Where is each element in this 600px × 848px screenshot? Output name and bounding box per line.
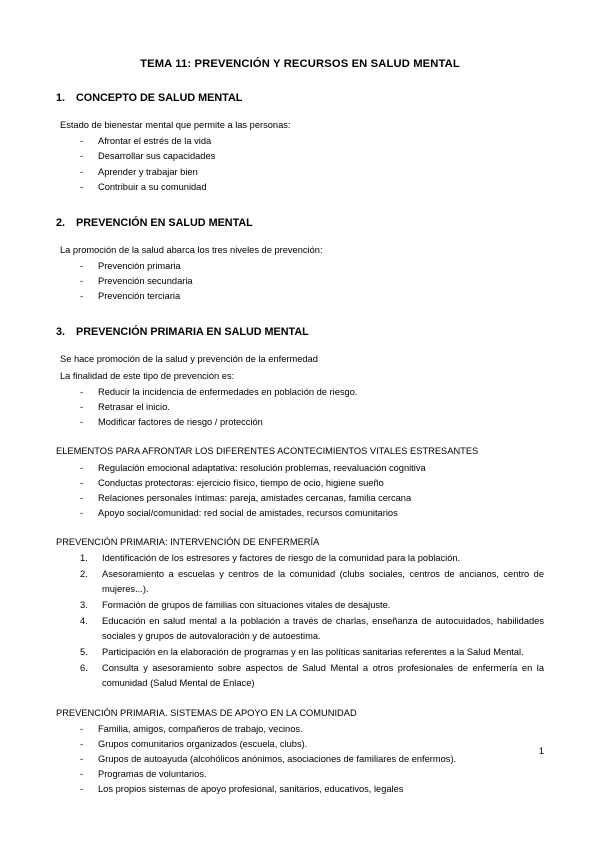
section-2-list <box>56 259 544 304</box>
list-item: - Prevención terciaria <box>80 289 544 304</box>
list-item: - Apoyo social/comunidad: red social de amistades, recursos comunitarios <box>80 506 544 521</box>
subsection-heading-elementos: ELEMENTOS PARA AFRONTAR LOS DIFERENTES ACONTECIMIENTOS VITALES ESTRESANTES <box>56 446 479 457</box>
section-number-1: 1. <box>56 92 66 104</box>
list-item: - Grupos de autoayuda (alcohólicos anónimos, asociaciones de familiares de enfermos). <box>80 752 544 767</box>
subsection-heading-sistemas-apoyo: PREVENCIÓN PRIMARIA. SISTEMAS DE APOYO EN LA COMUNIDAD <box>56 707 357 718</box>
subsection-heading-intervencion-enfermeria: PREVENCIÓN PRIMARIA: INTERVENCIÓN DE ENFERMERÍA <box>56 536 320 547</box>
list-item: Educación en salud mental a la población a través de charlas, enseñanza de autocuidados, habilidades sociales y grupos de autovaloración y de autoestima. <box>102 616 544 642</box>
section-number-2: 2. <box>56 216 66 229</box>
list-item: - Grupos comunitarios organizados (escuela, clubs). <box>80 737 544 752</box>
list-item: Consulta y asesoramiento sobre aspectos de Salud Mental a otros profesionales de enfermería en la comunidad (Salud Mental de Enlace) <box>102 663 544 689</box>
list-item: - Contribuir a su comunidad <box>80 180 544 195</box>
section-title-3: PREVENCIÓN PRIMARIA EN SALUD MENTAL <box>76 326 309 339</box>
section-1-list <box>56 134 544 194</box>
section-number-3: 3. <box>56 326 66 339</box>
section-heading-2 <box>56 217 544 229</box>
list-item: - Afrontar el estrés de la vida <box>80 134 544 149</box>
page-number: 1 <box>538 746 544 756</box>
list-item: Formación de grupos de familias con situaciones vitales de desajuste. <box>102 600 391 611</box>
section-concepto-salud-mental <box>56 92 544 195</box>
section-prevencion-salud-mental <box>56 217 544 305</box>
list-item: - Reducir la incidencia de enfermedades en población de riesgo. <box>80 385 544 400</box>
subsection-elementos-list <box>56 461 544 521</box>
page-title: TEMA 11: PREVENCIÓN Y RECURSOS EN SALUD MENTAL <box>140 58 460 70</box>
list-item: - Aprender y trabajar bien <box>80 165 544 180</box>
section-3-intro-2: La finalidad de este tipo de prevención es: <box>60 370 235 381</box>
list-item: - Prevención primaria <box>80 259 544 274</box>
list-item: Participación en la elaboración de programas y en las políticas sanitarias referentes a la Salud Mental. <box>102 647 524 658</box>
section-title-1: CONCEPTO DE SALUD MENTAL <box>76 92 243 104</box>
list-item: Asesoramiento a escuelas y centros de la comunidad (clubs sociales, centros de ancianos, centro de mujeres...). <box>102 569 544 595</box>
section-prevencion-primaria <box>56 326 544 797</box>
list-item: - Conductas protectoras: ejercicio físico, tiempo de ocio, higiene sueño <box>80 476 544 491</box>
list-item: - Familia, amigos, compañeros de trabajo, vecinos. <box>80 722 544 737</box>
list-item: - Retrasar el inicio. <box>80 400 544 415</box>
subsection-sistemas-apoyo-list <box>56 722 544 797</box>
section-3-intro-1: Se hace promoción de la salud y prevención de la enfermedad <box>60 354 318 365</box>
section-1-intro: Estado de bienestar mental que permite a las personas: <box>60 120 291 130</box>
list-item: - Relaciones personales íntimas: pareja, amistades cercanas, familia cercana <box>80 491 544 506</box>
list-item: - Los propios sistemas de apoyo profesional, sanitarios, educativos, legales <box>80 782 544 797</box>
section-2-intro: La promoción de la salud abarca los tres niveles de prevención: <box>60 244 323 255</box>
section-heading-1 <box>56 92 544 104</box>
list-item: - Programas de voluntarios. <box>80 767 544 782</box>
list-item: - Modificar factores de riesgo / protección <box>80 415 544 430</box>
list-item: - Prevención secundaria <box>80 274 544 289</box>
list-item: - Regulación emocional adaptativa: resolución problemas, reevaluación cognitiva <box>80 461 544 476</box>
section-title-2: PREVENCIÓN EN SALUD MENTAL <box>76 216 253 229</box>
section-3-list <box>56 385 544 430</box>
list-item: - Desarrollar sus capacidades <box>80 149 544 164</box>
subsection-intervencion-list <box>56 551 544 691</box>
section-heading-3 <box>56 326 544 338</box>
list-item: Identificación de los estresores y factores de riesgo de la comunidad para la población. <box>102 553 461 564</box>
